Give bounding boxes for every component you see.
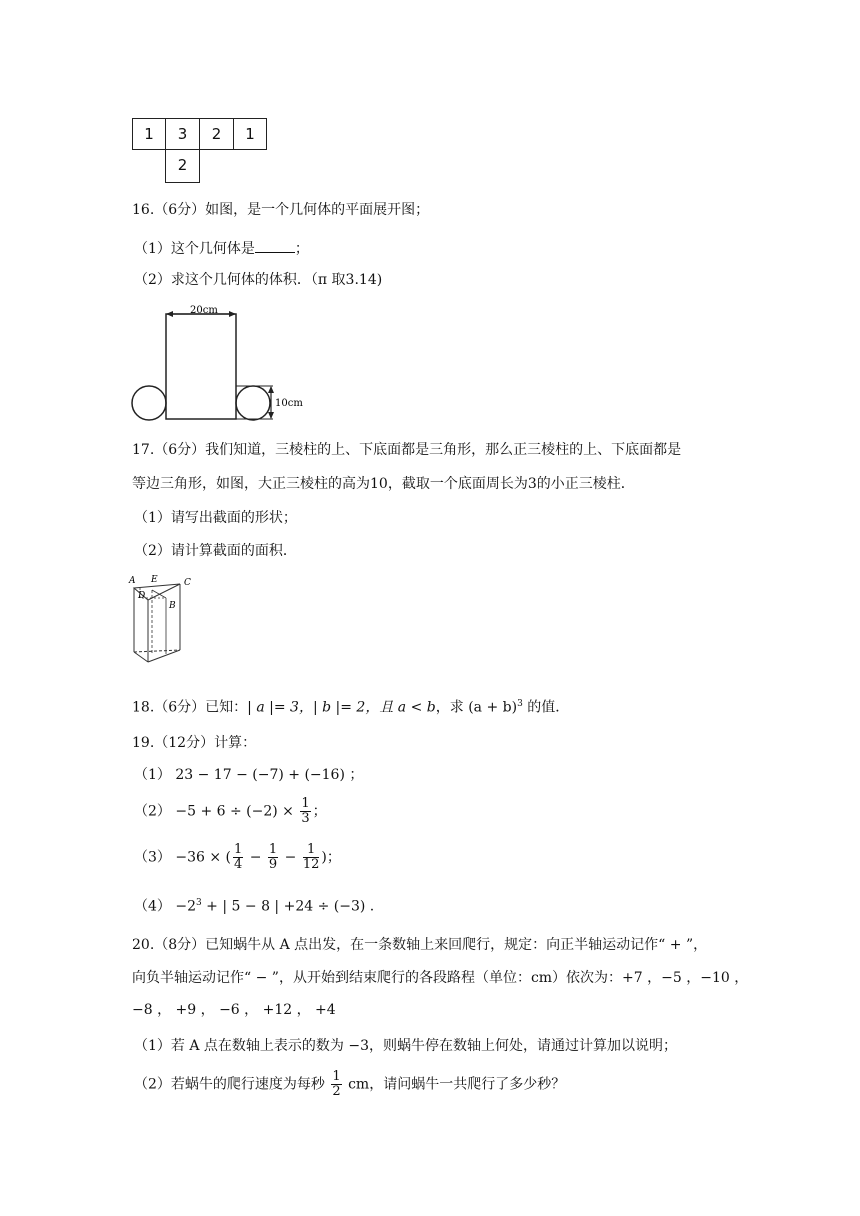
cylinder-lateral-rect xyxy=(166,314,236,419)
q19-part2-expr: （2） −5 + 6 ÷ (−2) × xyxy=(134,803,299,820)
answer-blank xyxy=(255,238,295,253)
q18-cond-b: | b |= 2，且 xyxy=(312,699,398,716)
q18-cond-ineq: a < b xyxy=(397,699,436,716)
label-c: C xyxy=(184,578,191,588)
q19-part3: （3） −36 × ( $\frac{1}{4}$ − $\frac{1}{9}$ − $\frac{1}{12}$ )； xyxy=(134,842,341,872)
cylinder-net-figure xyxy=(128,300,318,425)
q20-part2 xyxy=(134,1070,565,1099)
q19-part2 xyxy=(134,797,327,826)
q20-line1: 20.（8分）已知蜗牛从 A 点出发，在一条数轴上来回爬行，规定：向正半轴运动记作“ + ”， xyxy=(132,937,708,953)
label-a: A xyxy=(129,576,136,586)
q16-part1 xyxy=(134,238,309,259)
height-label: 10cm xyxy=(275,398,303,409)
cylinder-base-left xyxy=(132,386,166,420)
q17-title: 17.（6分）我们知道，三棱柱的上、下底面都是三角形，那么正三棱柱的上、下底面都是 xyxy=(132,442,682,458)
q19-part4-end: + | 5 − 8 | +24 ÷ (−3) . xyxy=(201,898,375,915)
prism-figure xyxy=(128,572,198,672)
q19-part3-expr: （3） −36 × ( xyxy=(134,849,231,866)
q20-part2-text: （2）若蜗牛的爬行速度为每秒 xyxy=(134,1076,330,1093)
q20-part2-end: cm，请问蜗牛一共爬行了多少秒？ xyxy=(343,1076,566,1093)
q19-part2-end: ； xyxy=(312,803,327,820)
q16-part2: （2）求这个几何体的体积．（π 取3.14) xyxy=(134,272,383,288)
q17-part2: （2）请计算截面的面积． xyxy=(134,543,297,559)
fraction: $\frac{1}{4}$ xyxy=(234,842,243,872)
fraction: $\frac{1}{2}$ xyxy=(332,1069,341,1099)
net-cell: 2 xyxy=(165,149,200,183)
q19-part1: （1） 23 − 17 − (−7) + (−16) ； xyxy=(134,767,364,783)
net-cell: 1 xyxy=(132,118,166,150)
net-cell: 1 xyxy=(233,118,267,150)
q16-title: 16.（6分）如图，是一个几何体的平面展开图； xyxy=(132,202,430,218)
q19-part3-end: )； xyxy=(321,849,341,866)
net-cell: 3 xyxy=(165,118,200,150)
fraction: $\frac{1}{9}$ xyxy=(268,842,278,872)
q19-part4-expr: （4） −2 xyxy=(134,898,196,915)
q17-part1: （1）请写出截面的形状； xyxy=(134,510,297,526)
q18-expr: ，求 (a + b) xyxy=(435,699,518,716)
q20-line3: −8 ， +9 ， −6 ， +12 ， +4 xyxy=(132,1002,336,1018)
q17-line2: 等边三角形，如图，大正三棱柱的高为10，截取一个底面周长为3的小正三棱柱． xyxy=(132,476,635,492)
q19-title: 19.（12分）计算： xyxy=(132,735,257,751)
label-b: B xyxy=(169,601,176,611)
width-label: 20cm xyxy=(190,305,218,316)
cylinder-base-right xyxy=(236,386,270,420)
q16-part1-end: ； xyxy=(294,241,309,257)
q18-exponent: 3 xyxy=(517,699,523,709)
q16-part1-text: （1）这个几何体是 xyxy=(134,241,255,257)
q18-cond-a: | a |= 3， xyxy=(247,699,313,716)
q18 xyxy=(132,694,569,718)
q19-part4 xyxy=(134,893,374,917)
fraction: $\frac{1}{3}$ xyxy=(301,796,310,826)
label-e: E xyxy=(151,575,158,585)
q20-part1: （1）若 A 点在数轴上表示的数为 −3，则蜗牛停在数轴上何处，请通过计算加以说明； xyxy=(134,1038,678,1054)
q18-label: 18.（6分）已知： xyxy=(132,699,248,716)
label-d: D xyxy=(138,591,146,601)
q19-part4-exponent: 3 xyxy=(196,898,202,908)
net-cell: 2 xyxy=(199,118,234,150)
q18-end: 的值． xyxy=(522,699,570,716)
fraction: $\frac{1}{12}$ xyxy=(302,842,320,872)
q20-line2: 向负半轴运动记作“ − ”，从开始到结束爬行的各段路程（单位：cm）依次为：+7 ，−5 ，−10 ， xyxy=(132,970,749,986)
